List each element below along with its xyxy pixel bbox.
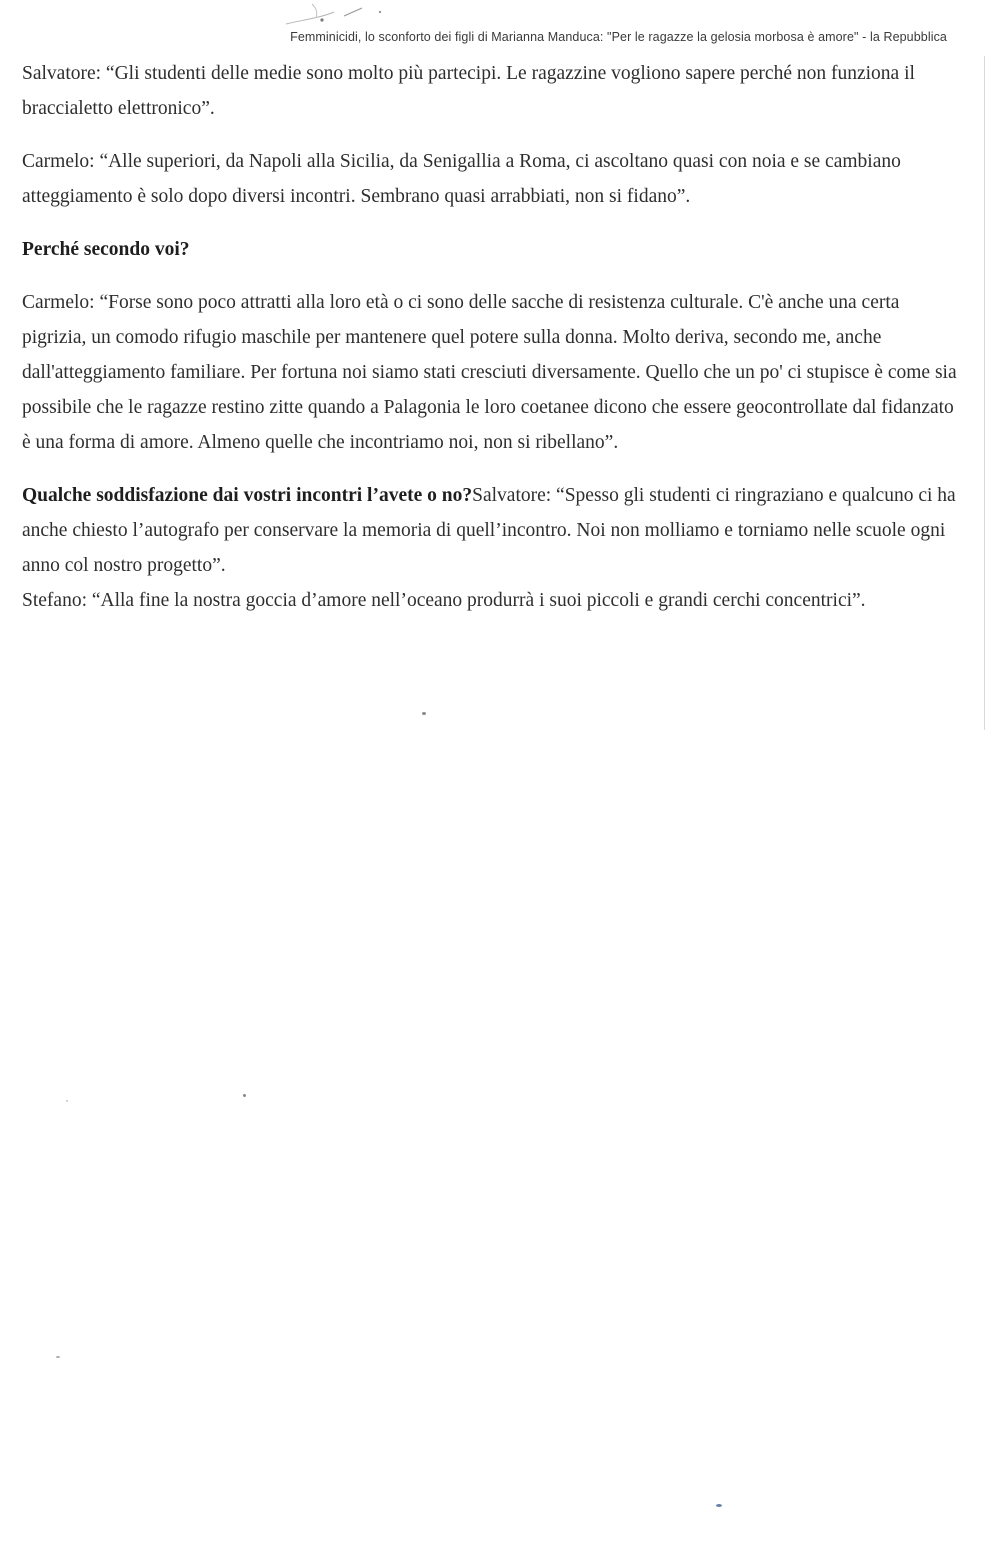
page-header <box>0 30 947 44</box>
scan-smudge-icon <box>282 2 392 28</box>
scan-speck <box>243 1094 246 1097</box>
question-soddisfazione: Qualche soddisfazione dai vostri incontri l’avete o no? <box>22 485 473 506</box>
header-title: Femminicidi, lo sconforto dei figli di Marianna Manduca: "Per le ragazze la gelosia morbosa è amore" - la Repubblica <box>290 30 947 44</box>
article-body <box>22 56 967 636</box>
scan-mark <box>282 2 392 28</box>
scan-speck <box>56 1356 60 1358</box>
answer-salvatore: Salvatore: “Spesso gli studenti ci ringraziano e qualcuno ci ha anche chiesto l’autografo per conservare la memoria di quell’incontro. Noi non molliamo e torniamo nelle scuole ogni anno col nostro progetto”. <box>22 485 956 576</box>
scan-speck <box>422 712 426 715</box>
scan-speck <box>66 1100 68 1102</box>
paragraph-carmelo-resistenza: Carmelo: “Forse sono poco attratti alla loro età o ci sono delle sacche di resistenza culturale. C'è anche una certa pigrizia, un comodo rifugio maschile per mantenere quel potere sulla donna. Molto deriva, secondo me, anche dall'atteggiamento familiare. Per fortuna noi siamo stati cresciuti diversamente. Quello che un po' ci stupisce è come sia possibile che le ragazze restino zitte quando a Palagonia le loro coetanee dicono che essere geocontrollate dal fidanzato è una forma di amore. Almeno quelle che incontriamo noi, non si ribellano”. <box>22 292 957 453</box>
paragraph-salvatore-medie: Salvatore: “Gli studenti delle medie sono molto più partecipi. Le ragazzine vogliono sapere perché non funziona il braccialetto elettronico”. <box>22 63 915 119</box>
answer-stefano: Stefano: “Alla fine la nostra goccia d’amore nell’oceano produrrà i suoi piccoli e grandi cerchi concentrici”. <box>22 590 866 611</box>
page-edge-rule <box>984 56 985 730</box>
question-perche: Perché secondo voi? <box>22 239 190 260</box>
scan-speck <box>716 1504 722 1507</box>
paragraph-soddisfazione <box>22 478 967 618</box>
paragraph-carmelo-superiori: Carmelo: “Alle superiori, da Napoli alla Sicilia, da Senigallia a Roma, ci ascoltano quasi con noia e se cambiano atteggiamento è solo dopo diversi incontri. Sembrano quasi arrabbiati, non si fidano”. <box>22 151 901 207</box>
